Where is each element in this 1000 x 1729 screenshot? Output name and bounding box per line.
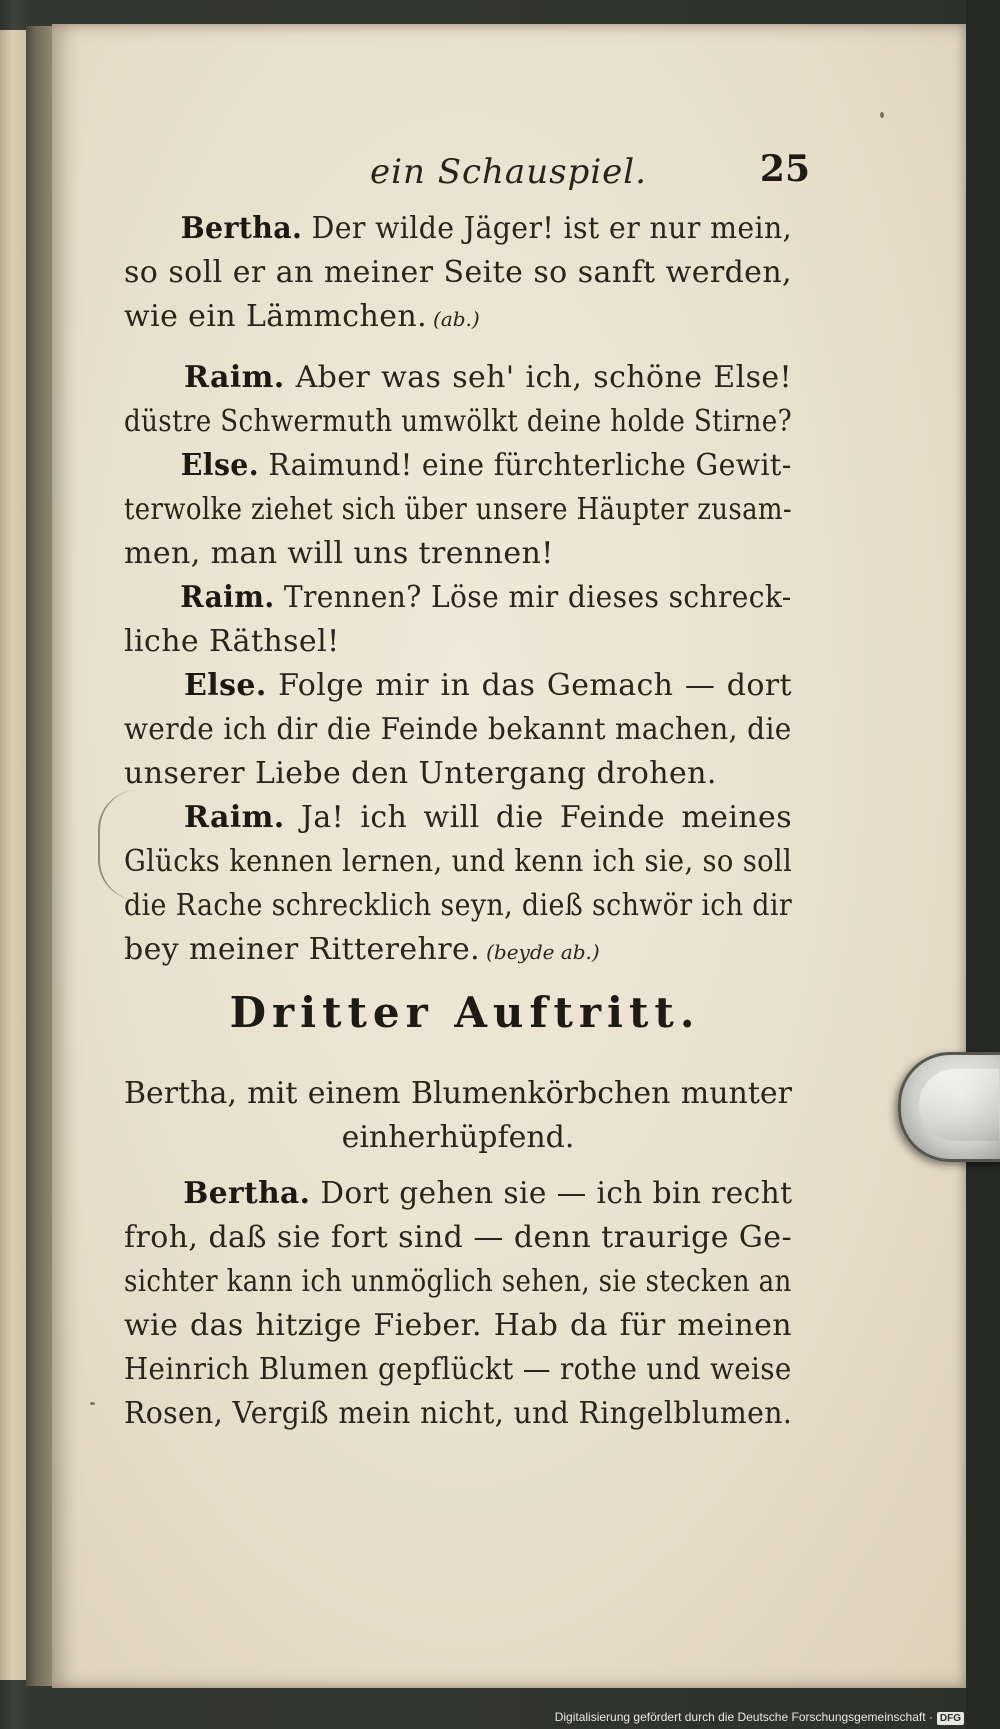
text-line [124, 1348, 792, 1392]
page-number: 25 [759, 148, 810, 190]
text-line [124, 251, 792, 295]
line-text: Rosen, Vergiß mein nicht, und Ringelblumen. [124, 1396, 793, 1431]
line-text: Heinrich Blumen gepflückt — rothe und weise [124, 1352, 792, 1387]
text-line [124, 620, 792, 664]
text-line [124, 796, 792, 840]
text-line [124, 488, 793, 532]
text-line [124, 752, 792, 796]
text-line [124, 928, 792, 972]
line-text: düstre Schwermuth umwölkt deine holde Stirne? [124, 404, 792, 439]
line-text: Glücks kennen lernen, und kenn ich sie, so soll [124, 844, 793, 879]
dialogue-block-2 [124, 356, 792, 972]
line-text: wie das hitzige Fieber. Hab da für meinen [124, 1308, 792, 1343]
speaker-name: Raim. [184, 360, 285, 395]
text-line [124, 1216, 792, 1260]
text-line [124, 840, 793, 884]
scene-heading: Dritter Auftritt. [229, 988, 701, 1037]
text-line [124, 444, 792, 488]
text-line [124, 295, 792, 339]
running-title: ein Schauspiel. [370, 152, 647, 192]
text-line [124, 884, 793, 928]
text-line [124, 356, 792, 400]
speaker-name: Else. [180, 448, 260, 483]
paper-spot [90, 1402, 95, 1405]
credit-text: Digitalisierung gefördert durch die Deutsche Forschungsgemeinschaft · [554, 1710, 933, 1724]
line-text: sichter kann ich unmöglich sehen, sie stecken an [124, 1264, 792, 1299]
dialogue-block-3 [124, 1172, 792, 1436]
line-text: Ja! ich will die Feinde meines [300, 800, 793, 835]
line-text: Dort gehen sie — ich bin recht [320, 1176, 793, 1211]
text-line [124, 1304, 792, 1348]
speaker-name: Bertha. [183, 1176, 311, 1211]
running-head [120, 148, 810, 198]
line-text: Folge mir in das Gemach — dort [278, 668, 792, 703]
scanner-page-clip [898, 1052, 1000, 1162]
text-line [124, 532, 792, 576]
book-gutter [26, 26, 52, 1686]
line-text: werde ich dir die Feinde bekannt machen, die [124, 712, 792, 747]
cast-line: einherhüpfend. [341, 1120, 575, 1155]
line-text: men, man will uns trennen! [124, 536, 554, 571]
stage-direction: (ab.) [433, 307, 480, 331]
line-text: bey meiner Ritterehre. [124, 932, 481, 967]
text-line [124, 207, 792, 251]
line-text: Trennen? Löse mir dieses schreck- [283, 580, 792, 615]
line-text: wie ein Lämmchen. [124, 299, 428, 334]
line-text: liche Räthsel! [124, 624, 340, 659]
speaker-name: Raim. [184, 800, 285, 835]
digitization-credit [555, 1710, 964, 1725]
paper-spot [880, 112, 884, 118]
scene-cast [124, 1072, 792, 1160]
clip-highlight [919, 1069, 999, 1141]
text-line [124, 1260, 792, 1304]
line-text: Raimund! eine fürchterliche Gewit- [268, 448, 792, 483]
text-line [124, 708, 792, 752]
facing-page-edge [0, 30, 26, 1680]
stage-direction: (beyde ab.) [486, 940, 600, 964]
line-text: Aber was seh' ich, schöne Else! [295, 360, 792, 395]
line-text: Der wilde Jäger! ist er nur mein, [311, 211, 792, 246]
dfg-logo: DFG [937, 1712, 964, 1725]
line-text: froh, daß sie fort sind — denn traurige Ge- [124, 1220, 792, 1255]
text-line [124, 400, 792, 444]
text-line [124, 1392, 793, 1436]
text-line [124, 664, 792, 708]
line-text: terwolke ziehet sich über unsere Häupter zusam- [124, 492, 793, 527]
line-text: so soll er an meiner Seite so sanft werden, [124, 255, 792, 290]
speaker-name: Raim. [180, 580, 275, 615]
speaker-name: Bertha. [180, 211, 303, 246]
text-line [124, 576, 792, 620]
line-text: unserer Liebe den Untergang drohen. [124, 756, 717, 791]
scanner-right-border [966, 0, 1000, 1729]
line-text: die Rache schrecklich seyn, dieß schwör ich dir [124, 888, 793, 923]
cast-line: Bertha, mit einem Blumenkörbchen munter [124, 1076, 792, 1111]
text-line [124, 1172, 793, 1216]
speaker-name: Else. [184, 668, 267, 703]
dialogue-block-1 [124, 207, 792, 339]
